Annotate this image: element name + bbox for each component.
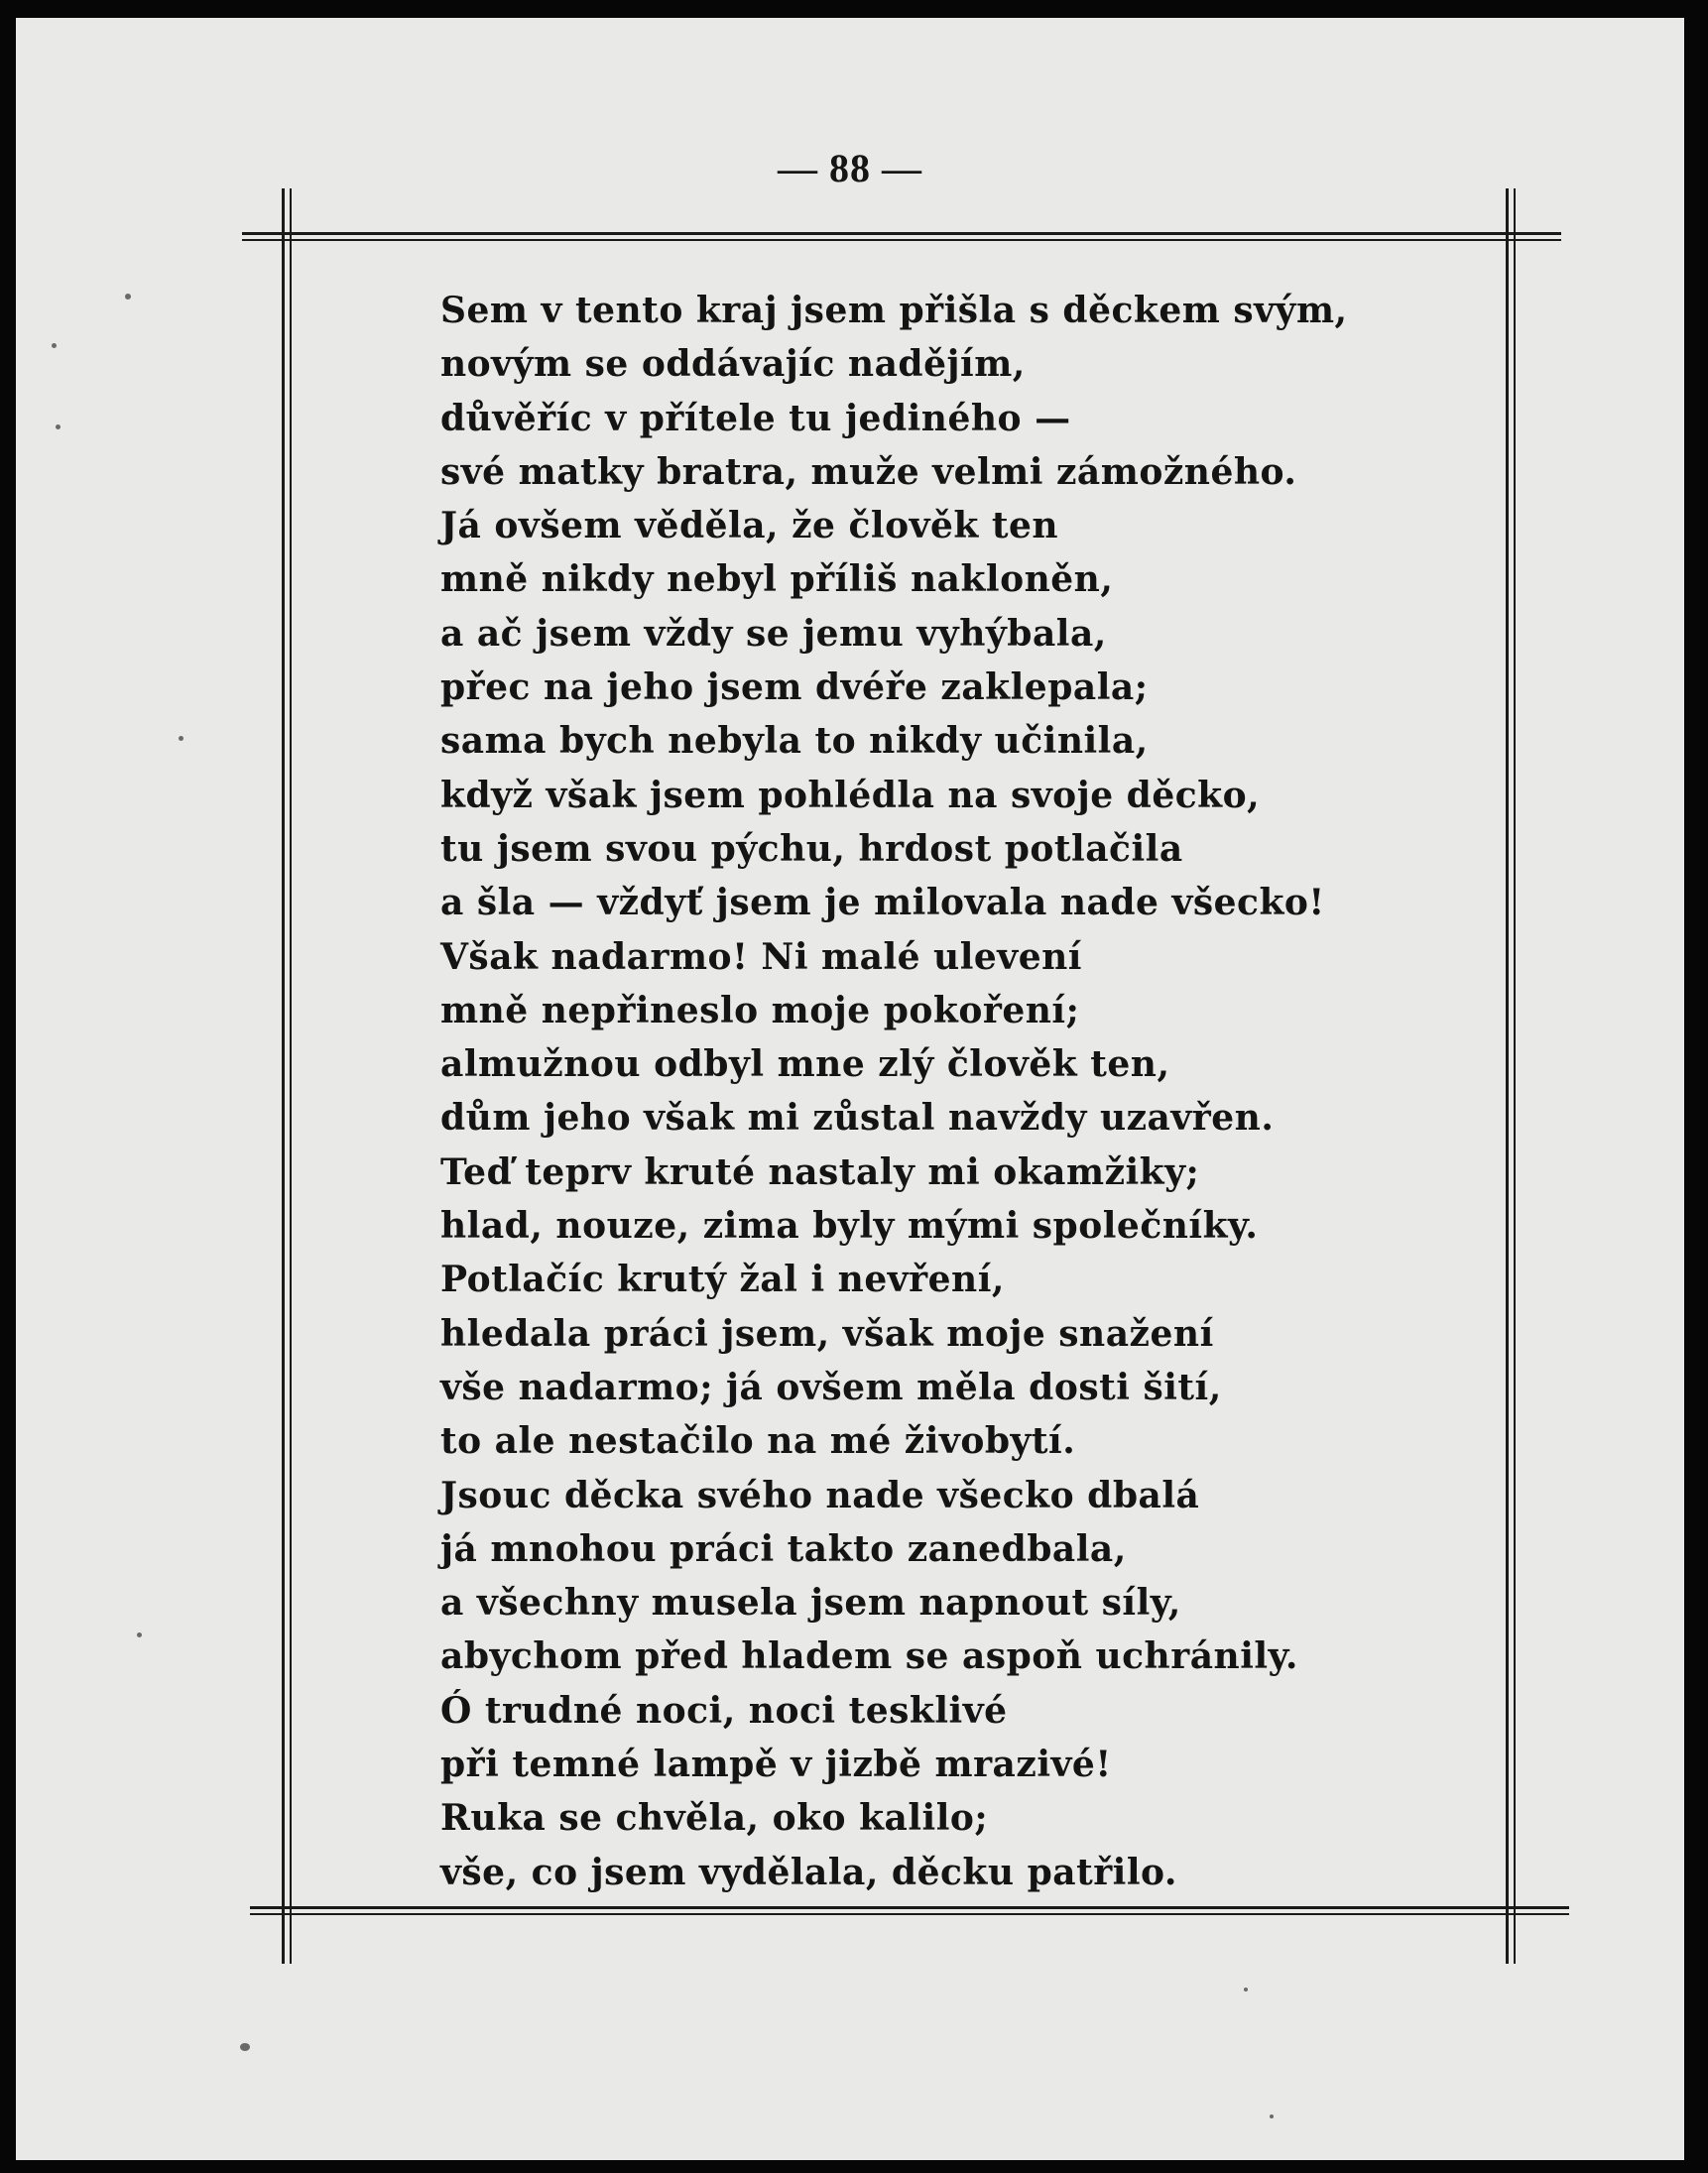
poem-line: Jsouc děcka svého nade všecko dbalá [440,1474,1200,1516]
frame-top-rule-inner [242,239,1561,241]
frame-top-rule [242,232,1561,235]
poem-line: hledala práci jsem, však moje snažení [440,1312,1214,1355]
poem-line: Ruka se chvěla, oko kalilo; [440,1797,989,1840]
poem-line: při temné lampě v jizbě mrazivé! [440,1744,1112,1786]
poem-line: vše nadarmo; já ovšem měla dosti šití, [440,1366,1222,1408]
poem-line: a ač jsem vždy se jemu vyhýbala, [440,612,1107,655]
poem-text [440,284,1492,1899]
poem-line: Ó trudné noci, noci tesklivé [440,1689,1008,1732]
poem-line: a všechny musela jsem napnout síly, [440,1582,1181,1625]
poem-line: Potlačíc krutý žal i nevření, [440,1259,1005,1301]
poem-line: své matky bratra, muže velmi zámožného. [440,450,1297,493]
poem-line: a šla — vždyť jsem je milovala nade všecko! [440,882,1325,924]
scan-speck [125,294,131,300]
page-number: — 88 — [778,146,922,190]
poem-line: Já ovšem věděla, že člověk ten [440,505,1059,547]
poem-line: dům jeho však mi zůstal navždy uzavřen. [440,1097,1275,1140]
poem-line: když však jsem pohlédla na svoje děcko, [440,774,1261,816]
scan-speck [1244,1988,1248,1992]
scan-speck [137,1632,142,1637]
poem-line: Teď teprv kruté nastaly mi okamžiky; [440,1150,1200,1193]
poem-line: Však nadarmo! Ni malé ulevení [440,935,1082,978]
poem-line: almužnou odbyl mne zlý člověk ten, [440,1043,1170,1086]
poem-line: vše, co jsem vydělala, děcku patřilo. [440,1851,1177,1893]
frame-left-rule-inner [290,188,292,1964]
poem-line: přec na jeho jsem dvéře zaklepala; [440,666,1149,709]
book-page [16,18,1684,2160]
scan-speck [56,424,61,429]
poem-line: abychom před hladem se aspoň uchránily. [440,1635,1298,1678]
scan-speck [240,2043,250,2051]
poem-line: novým se oddávajíc nadějím, [440,343,1026,386]
scan-speck [52,343,57,348]
poem-line: já mnohou práci takto zanedbala, [440,1527,1127,1570]
frame-bottom-rule [250,1906,1569,1909]
poem-line: hlad, nouze, zima byly mými společníky. [440,1205,1259,1248]
scan-speck [1270,2114,1274,2118]
poem-line: mně nikdy nebyl příliš nakloněn, [440,558,1114,601]
frame-bottom-rule-inner [250,1913,1569,1915]
frame-left-rule [282,188,285,1964]
poem-line: důvěříc v přítele tu jediného — [440,397,1071,439]
frame-right-rule [1506,188,1509,1964]
frame-right-rule-inner [1514,188,1516,1964]
poem-line: tu jsem svou pýchu, hrdost potlačila [440,827,1183,870]
poem-line: sama bych nebyla to nikdy učinila, [440,720,1149,763]
poem-line: to ale nestačilo na mé živobytí. [440,1420,1076,1463]
poem-line: mně nepřineslo moje pokoření; [440,989,1080,1031]
scan-speck [179,736,183,741]
poem-line: Sem v tento kraj jsem přišla s děckem svým, [440,290,1348,331]
